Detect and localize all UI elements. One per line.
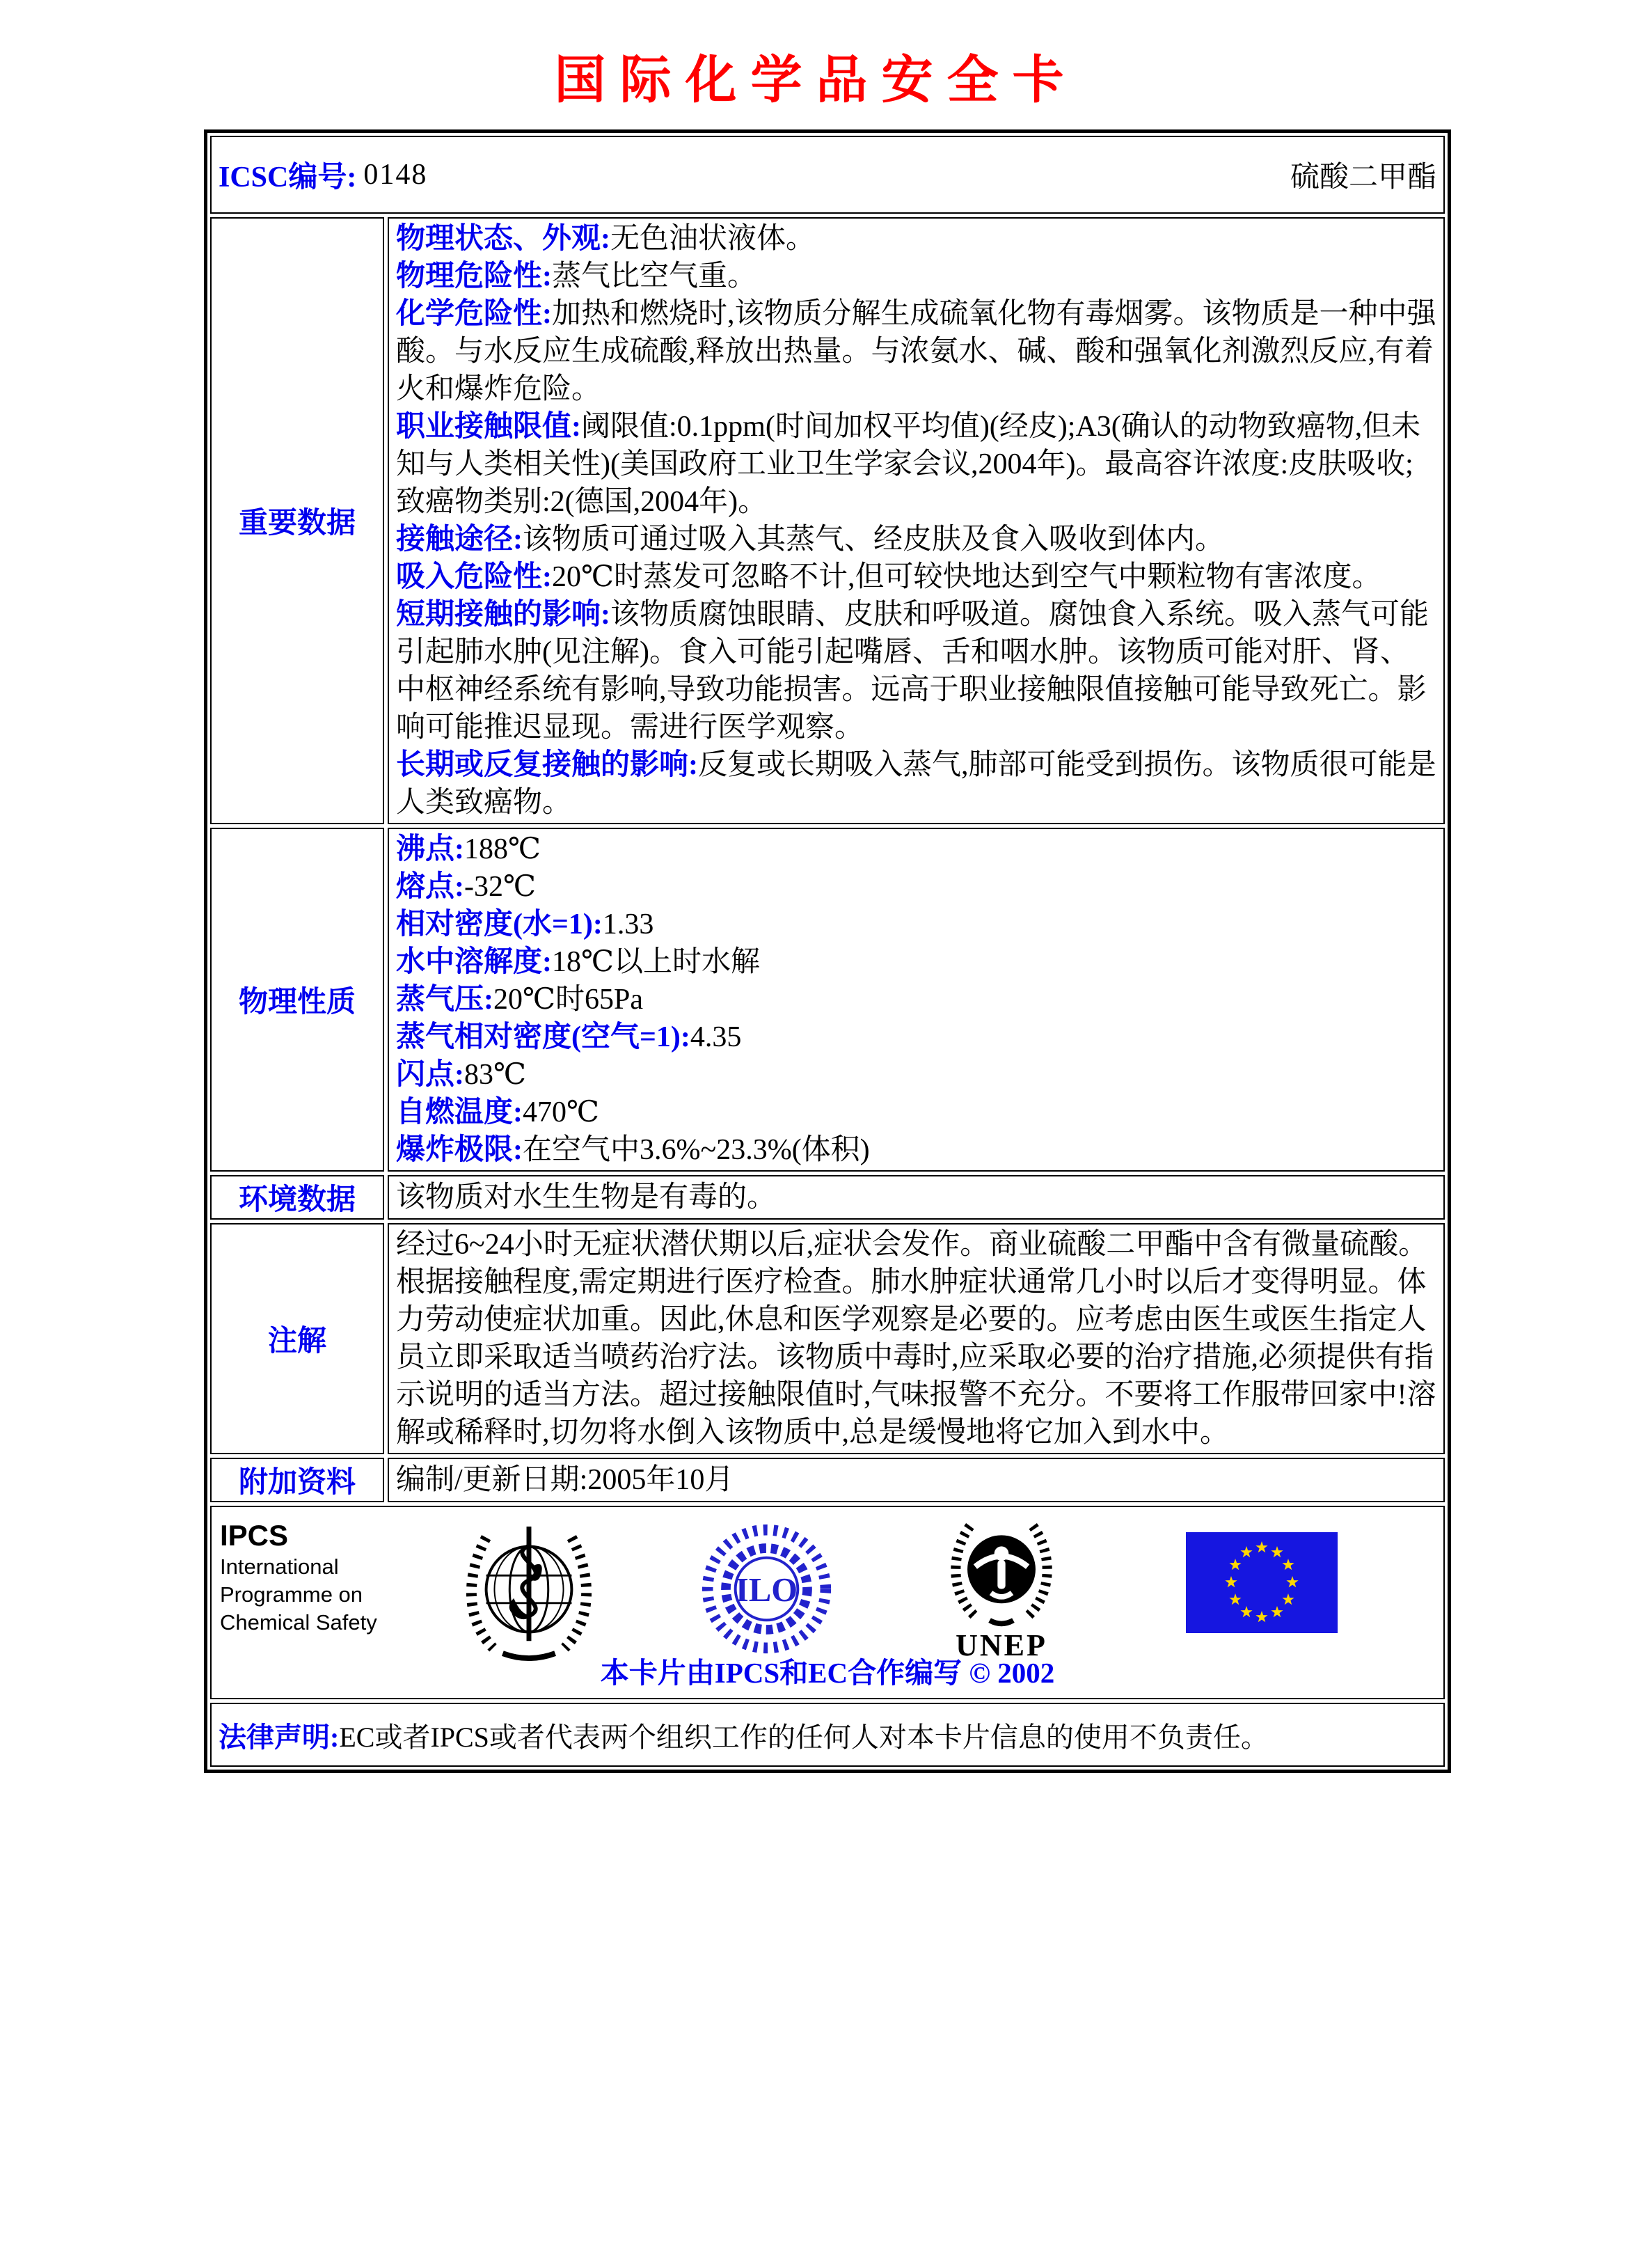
who-logo-icon [459,1517,599,1662]
additional-info-row [210,1458,1445,1502]
ilo-logo-icon [699,1521,834,1657]
section-label-important-data: 重要数据 [210,217,384,824]
entry-label: 化学危险性: [396,298,552,330]
legal-cell [210,1703,1445,1767]
entry-text: 反复或长期吸入蒸气,肺部可能受到损伤。该物质很可能是人类致癌物。 [396,749,1436,819]
entry-text: 无色油状液体。 [610,223,816,255]
entry-chemical-danger [396,295,1436,408]
entry-text: 4.35 [690,1021,742,1053]
legal-text: EC或者IPCS或者代表两个组织工作的任何人对本卡片信息的使用不负责任。 [339,1721,1269,1753]
entry-flash-point [396,1056,1436,1094]
entry-text: 该物质可通过吸入其蒸气、经皮肤及食入吸收到体内。 [523,523,1225,556]
entry-label: 相对密度(水=1): [396,908,603,940]
entry-explosive-limits [396,1131,1436,1169]
entry-melting-point [396,868,1436,906]
icsc-number-value: 0148 [363,159,428,191]
entry-text: 188℃ [464,833,541,865]
entry-label: 职业接触限值: [396,411,581,443]
entry-autoignition-temperature [396,1094,1436,1131]
entry-label: 蒸气压: [396,984,493,1016]
logos-cell [210,1506,1445,1699]
logos-row [210,1506,1445,1699]
eu-flag-icon [1186,1532,1338,1633]
header-row [210,136,1445,214]
ipcs-line-1: International [220,1554,339,1579]
entry-long-term-effects [396,746,1436,821]
entry-text: 加热和燃烧时,该物质分解生成硫氧化物有毒烟雾。该物质是一种中强酸。与水反应生成硫酸,释放出热量。与浓氨水、碱、酸和强氧化剂激烈反应,有着火和爆炸危险。 [396,298,1436,405]
ipcs-acronym: IPCS [220,1519,289,1552]
important-data-row [210,217,1445,824]
entry-text: 在空气中3.6%~23.3%(体积) [523,1134,870,1166]
entry-text: 83℃ [464,1059,526,1091]
entry-text: 该物质腐蚀眼睛、皮肤和呼吸道。腐蚀食入系统。吸入蒸气可能引起肺水肿(见注解)。食入可能引起嘴唇、舌和咽水肿。该物质可能对肝、肾、中枢神经系统有影响,导致功能损害。远高于职业接触限值接触可能导致死亡。影响可能推迟显现。需进行医学观察。 [396,599,1429,743]
credit-line: 本卡片由IPCS和EC合作编写 © 2002 [600,1657,1055,1689]
ilo-letters: ILO [735,1571,798,1609]
ipcs-block [220,1518,377,1637]
section-label-physical-properties: 物理性质 [210,828,384,1172]
entry-physical-danger [396,258,1436,295]
entry-text: 18℃以上时水解 [552,946,760,978]
ipcs-line-2: Programme on [220,1582,363,1607]
physical-properties-row [210,828,1445,1172]
entry-vapor-relative-density [396,1018,1436,1056]
entry-text: -32℃ [464,871,536,903]
notes-row [210,1223,1445,1454]
icsc-card [204,129,1451,1773]
section-label-notes: 注解 [210,1223,384,1454]
entry-relative-density [396,906,1436,943]
legal-row [210,1703,1445,1767]
entry-occupational-limits [396,408,1436,521]
page-title: 国际化学品安全卡 [554,50,1078,110]
section-content-environmental-data [388,1175,1445,1220]
entry-label: 短期接触的影响: [396,599,610,631]
section-content-important-data [388,217,1445,824]
section-content-additional-info [388,1458,1445,1502]
entry-label: 物理危险性: [396,260,552,292]
ipcs-line-3: Chemical Safety [220,1610,377,1635]
chemical-name: 硫酸二甲酯 [1290,162,1436,194]
entry-inhalation-risk [396,558,1436,596]
entry-label: 长期或反复接触的影响: [396,749,698,781]
entry-label: 接触途径: [396,523,523,556]
entry-short-term-effects [396,596,1436,746]
entry-label: 爆炸极限: [396,1134,523,1166]
unep-label: UNEP [956,1628,1047,1662]
section-content-physical-properties [388,828,1445,1172]
section-content-notes [388,1223,1445,1454]
entry-label: 沸点: [396,833,464,865]
entry-boiling-point [396,830,1436,868]
entry-text: 20℃时蒸发可忽略不计,但可较快地达到空气中颗粒物有害浓度。 [552,561,1381,593]
section-label-additional-info: 附加资料 [210,1458,384,1502]
entry-label: 自燃温度: [396,1096,523,1128]
icsc-number-label: ICSC编号: [219,162,357,194]
entry-text: 阈限值:0.1ppm(时间加权平均值)(经皮);A3(确认的动物致癌物,但未知与人类相关性)(美国政府工业卫生学家会议,2004年)。最高容许浓度:皮肤吸收;致癌物类别:2(德国,2004年)。 [396,411,1421,518]
environmental-data-row [210,1175,1445,1220]
environmental-data-text: 该物质对水生生物是有毒的。 [396,1181,777,1213]
entry-text: 蒸气比空气重。 [552,260,757,292]
entry-physical-state [396,220,1436,258]
entry-label: 物理状态、外观: [396,223,610,255]
legal-label: 法律声明: [219,1721,340,1753]
additional-info-text: 编制/更新日期:2005年10月 [396,1464,734,1496]
unep-logo [935,1517,1068,1663]
entry-label: 熔点: [396,871,464,903]
entry-text: 1.33 [602,908,654,940]
entry-exposure-routes [396,521,1436,558]
header-cell [210,136,1445,214]
entry-label: 水中溶解度: [396,946,552,978]
entry-label: 蒸气相对密度(空气=1): [396,1021,690,1053]
entry-label: 闪点: [396,1059,464,1091]
entry-label: 吸入危险性: [396,561,552,593]
entry-text: 470℃ [523,1096,599,1128]
entry-text: 20℃时65Pa [493,984,643,1016]
unep-logo-icon [935,1517,1068,1628]
notes-text: 经过6~24小时无症状潜伏期以后,症状会发作。商业硫酸二甲酯中含有微量硫酸。 根据接触程度,需定期进行医疗检查。肺水肿症状通常几小时以后才变得明显。体力劳动使症状加重。因此,休息和医学观察是必要的。应考虑由医生或医生指定人员立即采取适当喷药治疗法。该物质中毒时,应采取必要的治疗措施,必须提供有指示说明的适当方法。超过接触限值时,气味报警不充分。不要将工作服带回家中!溶解或稀释时,切勿将水倒入该物质中,总是缓慢地将它加入到水中。 [396,1229,1443,1449]
section-label-environmental-data: 环境数据 [210,1175,384,1220]
entry-water-solubility [396,943,1436,981]
entry-vapor-pressure [396,981,1436,1018]
